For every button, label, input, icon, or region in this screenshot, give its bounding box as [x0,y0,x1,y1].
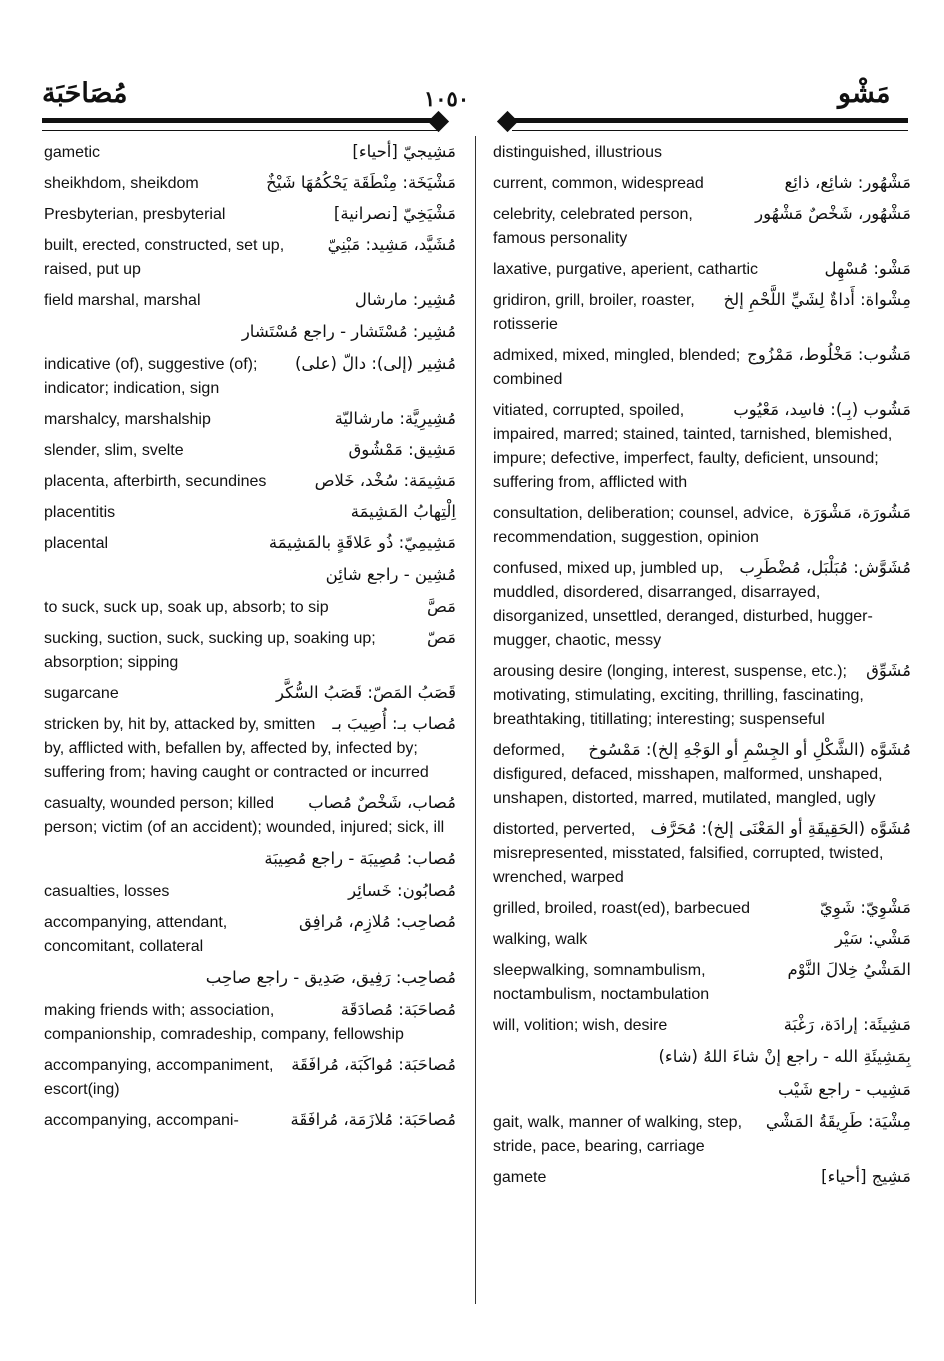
english-definition: vitiated, corrupted, spoiled, impaired, marred; stained, tainted, tarnished, blemished, impure; defective, imperfect, faulty, deficient, unsound; suffering from, afflicted with [493,402,893,491]
arabic-headword: مُصاحِب: مُلازِم، مُرافِق [299,912,456,931]
english-definition: marshalcy, marshalship [44,411,211,428]
english-definition: admixed, mixed, mingled, blended; combined [493,347,741,388]
arabic-headword: مَشِيج [أحياء] [821,1167,911,1186]
arabic-headword: المَشْيُ خِلالَ النَّوْم [787,960,911,979]
arabic-headword: مُشِير: مارشال [354,290,456,309]
english-definition: placentitis [44,504,116,521]
arabic-headword: اِلْتِهابُ المَشِيمَة [350,502,456,521]
english-definition: built, erected, constructed, set up, raised, put up [44,237,285,278]
dictionary-entry [44,171,456,195]
arabic-headword: مَصّ [426,628,456,647]
arabic-headword: مَشْيَخَة: مِنْطَقَة يَحْكُمُهَا شَيْخٌ [266,173,456,192]
dictionary-entry [493,1110,911,1158]
dictionary-entry [44,1108,456,1132]
english-definition: gait, walk, manner of walking, step, stride, pace, bearing, carriage [493,1114,743,1155]
english-definition: to suck, suck up, soak up, absorb; to sip [44,599,329,616]
english-definition: gamete [493,1169,547,1186]
dictionary-entry [44,233,456,281]
dictionary-entry [493,398,911,494]
english-definition: accompanying, attendant, concomitant, collateral [44,914,228,955]
arabic-headword: مَشُوب: مَخْلُوط، مَمْزُوج [747,345,911,364]
english-definition: arousing desire (longing, interest, suspense, etc.); motivating, stimulating, exciting, thrilling, fascinating, breathtaking, titillating; interesting; suspenseful [493,663,864,728]
english-definition: consultation, deliberation; counsel, advice, recommendation, suggestion, opinion [493,505,794,546]
arabic-headword: مَشِيجيّ [أحياء] [352,142,456,161]
english-definition: grilled, broiled, roast(ed), barbecued [493,900,751,917]
english-definition: accompanying, accompani- [44,1112,239,1129]
dictionary-entry [44,352,456,400]
arabic-headword: مَشِيق: مَمْشُوق [348,440,456,459]
english-definition: celebrity, celebrated person, famous personality [493,206,693,247]
english-definition: sucking, suction, suck, sucking up, soaking up; absorption; sipping [44,630,376,671]
english-definition: slender, slim, svelte [44,442,184,459]
arabic-cross-reference: مُصاب: مُصِيبَة - راجع مُصِيبَة [264,849,456,868]
header-left-word: مُصَاحَبَة [42,78,128,109]
arabic-cross-reference: مُصاحِب: رَفِيق، صَدِيق - راجع صاحِب [205,968,456,987]
arabic-headword: مُصاحَبَة: مُواكَبَة، مُرافَقَة [291,1055,456,1074]
english-definition: deformed, disfigured, defaced, misshapen, malformed, unshaped, unshapen, distorted, marred, mutilated, mangled, ugly [493,742,883,807]
dictionary-entry [44,626,456,674]
arabic-headword: مُصاحَبَة: مُصادَقَة [340,1000,456,1019]
english-definition: confused, mixed up, jumbled up, muddled, disordered, disarranged, disarrayed, disorganized, unsettled, deranged, disturbed, hugger-mugger, chaotic, messy [493,560,873,649]
arabic-headword: مَشْوِيّ: شَوِيّ [819,898,911,917]
left-column [44,140,456,1139]
arabic-cross-reference: بِمَشِيئَةِ الله - راجع إنْ شاءَ اللهُ (شاء) [658,1047,911,1066]
arabic-headword: مَشْهُور، شَخْصٌ مَشْهُور [755,204,911,223]
english-definition: gametic [44,144,101,161]
dictionary-entry [44,998,456,1046]
dictionary-entry [493,738,911,810]
header-rule-left [42,118,438,123]
dictionary-entry [493,1165,911,1189]
arabic-cross-reference: مُشِين - راجع شائِن [325,565,456,584]
arabic-headword: مُشِيرِيَّة: مارشاليّة [334,409,456,428]
english-definition: gridiron, grill, broiler, roaster, rotisserie [493,292,695,333]
header-rule-right [512,118,908,123]
dictionary-entry [493,556,911,652]
arabic-headword: مُشَوِّق [866,661,911,680]
dictionary-entry [44,531,456,555]
dictionary-entry [493,501,911,549]
dictionary-entry [493,896,911,920]
english-definition: walking, walk [493,931,588,948]
dictionary-entry [44,438,456,462]
header-rule-right-thin [512,130,908,131]
dictionary-entry [44,407,456,431]
arabic-headword: مُشَوَّه (الحَقِيقَةِ أو المَعْنَى إلخ): مُحَرَّف [650,819,911,838]
dictionary-entry [44,595,456,619]
arabic-headword: مُشَوَّه (الشَّكْلِ أو الجِسْمِ أو الوَجْهِ إلخ): مَمْسُوخ [588,740,911,759]
arabic-headword: مَشِيئَة: إرادَة، رَغْبَة [783,1015,911,1034]
arabic-cross-reference: مَشِيب - راجع شَيْب [778,1080,911,1099]
arabic-cross-reference: مُشِير: مُسْتَشار - راجع مُسْتَشار [241,322,456,341]
dictionary-entry [44,910,456,958]
dictionary-entry [44,879,456,903]
arabic-headword: مُصاب، شَخْصٌ مُصاب [308,793,456,812]
english-definition: sugarcane [44,685,119,702]
arabic-headword: مُصابُون: خَسائِر [348,881,456,900]
dictionary-entry [493,257,911,281]
english-definition: accompanying, accompaniment, escort(ing) [44,1057,274,1098]
arabic-headword: قَصَبُ المَصّ: قَصَبُ السُّكَّر [275,683,456,702]
dictionary-entry [44,562,456,588]
english-definition: placental [44,535,109,552]
dictionary-entry [44,319,456,345]
english-definition: will, volition; wish, desire [493,1017,668,1034]
arabic-headword: مَشِيمَة: سُخْد، خَلاص [314,471,456,490]
english-definition: laxative, purgative, aperient, cathartic [493,261,759,278]
dictionary-entry [493,1013,911,1037]
dictionary-entry [44,1053,456,1101]
dictionary-entry [493,927,911,951]
arabic-headword: مَشُورَة، مَشْوَرَة [803,503,911,522]
english-definition: placenta, afterbirth, secundines [44,473,267,490]
dictionary-entry [493,140,911,164]
english-definition: casualty, wounded person; killed person; victim (of an accident); wounded, injured; sick, ill [44,795,445,836]
header-right-word: مَشْو [838,78,891,109]
page-number: ١٠٥٠ [424,86,470,111]
english-definition: distinguished, illustrious [493,144,662,161]
dictionary-entry [44,791,456,839]
english-definition: stricken by, hit by, attacked by, smitten by, afflicted with, befallen by, affected by, infected by; suffering from; having caught or contracted or incurred [44,716,429,781]
arabic-headword: مَصَّ [426,597,456,616]
arabic-headword: مُشِير (إلى): دالّ (على) [294,354,456,373]
english-definition: Presbyterian, presbyterial [44,206,226,223]
arabic-headword: مِشْيَة: طَرِيقَةُ المَشْي [765,1112,911,1131]
english-definition: distorted, perverted, misrepresented, misstated, falsified, corrupted, twisted, wrenched, warped [493,821,884,886]
dictionary-entry [44,712,456,784]
arabic-headword: مُشَوَّش: مُبَلْبَل، مُضْطَرِب [739,558,911,577]
dictionary-entry [493,1077,911,1103]
right-column [493,140,911,1196]
dictionary-entry [493,202,911,250]
dictionary-entry [44,846,456,872]
arabic-headword: مَشْو: مُسْهِل [824,259,911,278]
dictionary-entry [493,817,911,889]
header-rule-left-thin [42,130,438,131]
dictionary-entry [493,171,911,195]
english-definition: casualties, losses [44,883,170,900]
english-definition: current, common, widespread [493,175,704,192]
column-divider [475,136,476,1304]
dictionary-entry [44,500,456,524]
arabic-headword: مَشُوب (بِـ): فاسِد، مَعْيُوب [733,400,911,419]
arabic-headword: مُصاحَبَة: مُلازَمَة، مُرافَقَة [290,1110,456,1129]
dictionary-entry [44,681,456,705]
arabic-headword: مِشْواة: أَداةٌ لِشَيِّ اللَّحْمِ إلخ [723,290,911,309]
diamond-left-icon [428,111,449,132]
dictionary-entry [493,288,911,336]
dictionary-entry [44,288,456,312]
dictionary-entry [493,958,911,1006]
english-definition: sheikhdom, sheikdom [44,175,199,192]
dictionary-entry [493,659,911,731]
english-definition: indicative (of), suggestive (of); indicator; indication, sign [44,356,258,397]
dictionary-entry [44,965,456,991]
arabic-headword: مَشْي: سَيْر [834,929,911,948]
dictionary-entry [44,469,456,493]
english-definition: making friends with; association, companionship, comradeship, company, fellowship [44,1002,404,1043]
arabic-headword: مَشِيمِيّ: ذُو عَلاقَةٍ بالمَشِيمَة [268,533,456,552]
arabic-headword: مُشَيَّد، مَشِيد: مَبْنِيّ [327,235,456,254]
dictionary-entry [493,1044,911,1070]
english-definition: sleepwalking, somnambulism, noctambulism, noctambulation [493,962,710,1003]
dictionary-entry [493,343,911,391]
dictionary-entry [44,140,456,164]
arabic-headword: مُصاب بـ: أُصِيبَ بـ [332,714,456,733]
dictionary-entry [44,202,456,226]
arabic-headword: مَشْيَخِيّ [نصرانية] [333,204,456,223]
english-definition: field marshal, marshal [44,292,201,309]
arabic-headword: مَشْهُور: شائِع، ذائِع [784,173,911,192]
